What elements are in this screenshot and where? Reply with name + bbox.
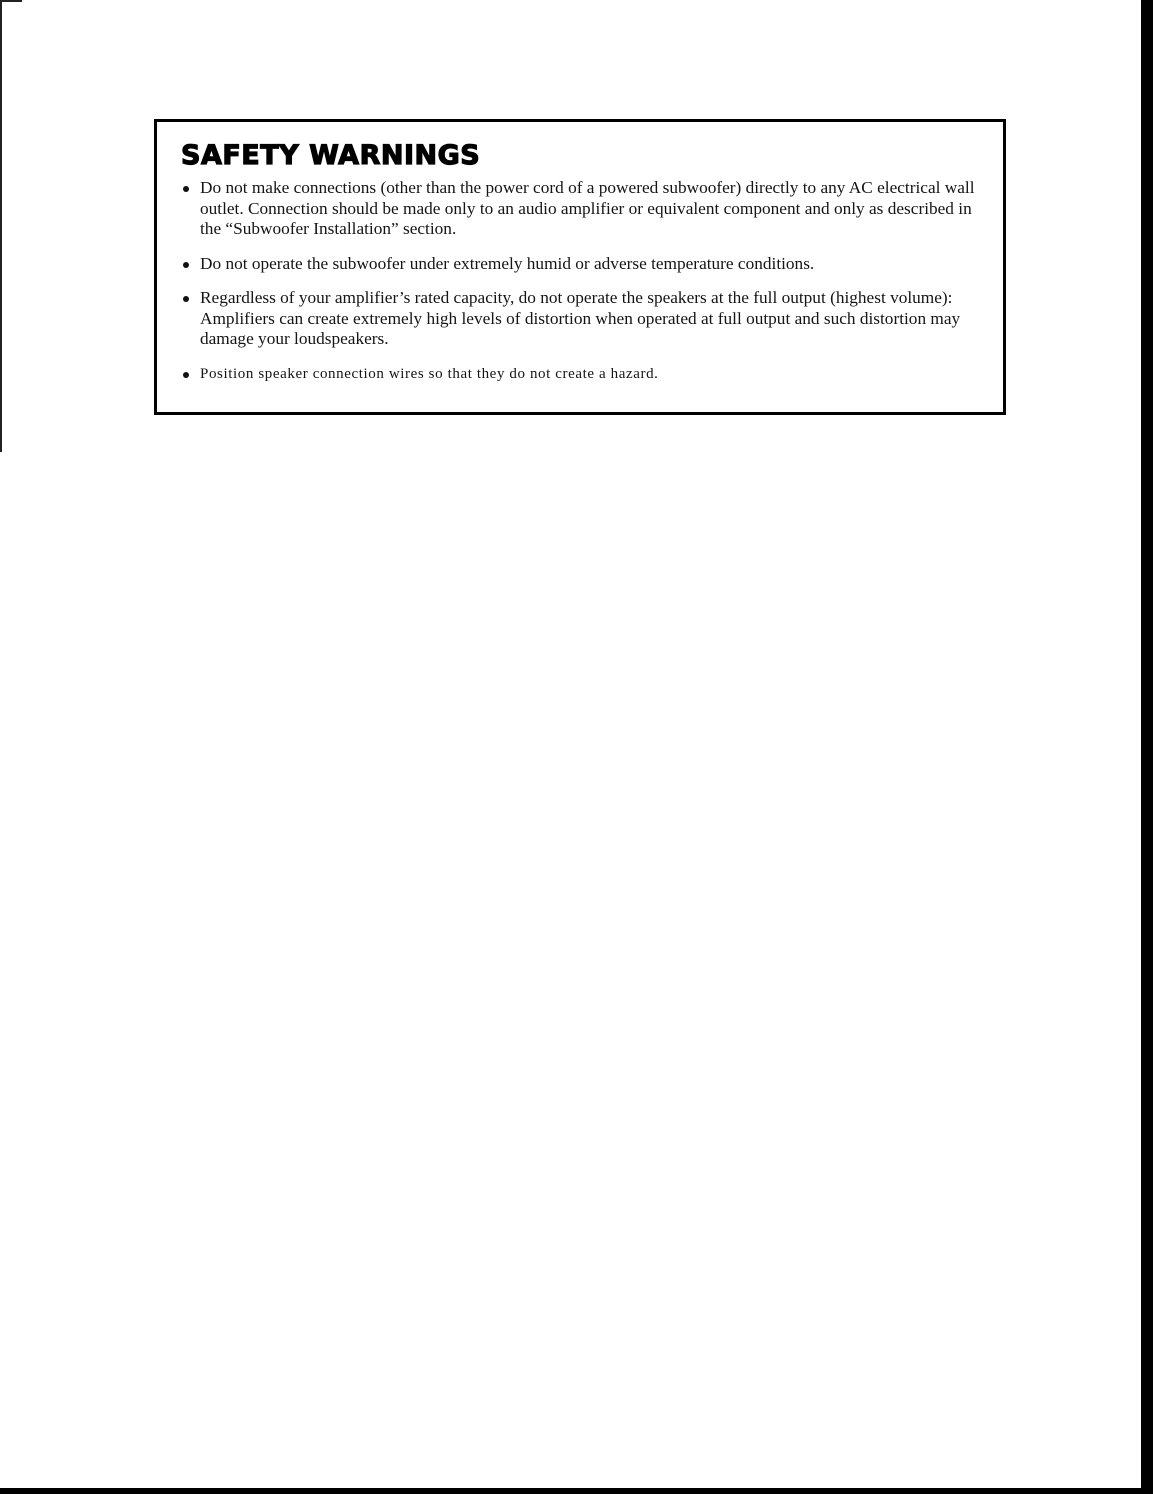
warning-list — [181, 178, 991, 384]
scan-edge-bottom — [0, 1488, 1153, 1494]
warning-item — [181, 288, 991, 350]
scan-edge-top — [0, 0, 22, 2]
warning-item — [181, 254, 991, 275]
safety-warnings-box — [154, 119, 1006, 415]
bullet-dot-icon — [183, 262, 189, 268]
bullet-dot-icon — [183, 186, 189, 192]
bullet-dot-icon — [183, 372, 189, 378]
safety-warnings-title: SAFETY WARNINGS — [181, 140, 481, 171]
scan-edge-left — [0, 0, 2, 452]
warning-item — [181, 178, 991, 240]
warning-text: Do not operate the subwoofer under extremely humid or adverse temperature conditions. — [200, 253, 815, 273]
warning-text: Position speaker connection wires so that they do not create a hazard. — [200, 365, 659, 382]
warning-text: Regardless of your amplifier’s rated capacity, do not operate the speakers at the full output (highest volume): Amplifiers can create extremely high levels of distortion when operated at full output and such distortion may damage your loudspeakers. — [200, 288, 961, 348]
warning-text: Do not make connections (other than the power cord of a powered subwoofer) directly to any AC electrical wall outlet. Connection should be made only to an audio amplifier or equivalent component and only as described in the “Subwoofer Installation” section. — [200, 178, 975, 238]
bullet-dot-icon — [183, 296, 189, 302]
scan-edge-right — [1141, 0, 1153, 1494]
warning-item — [181, 364, 991, 385]
